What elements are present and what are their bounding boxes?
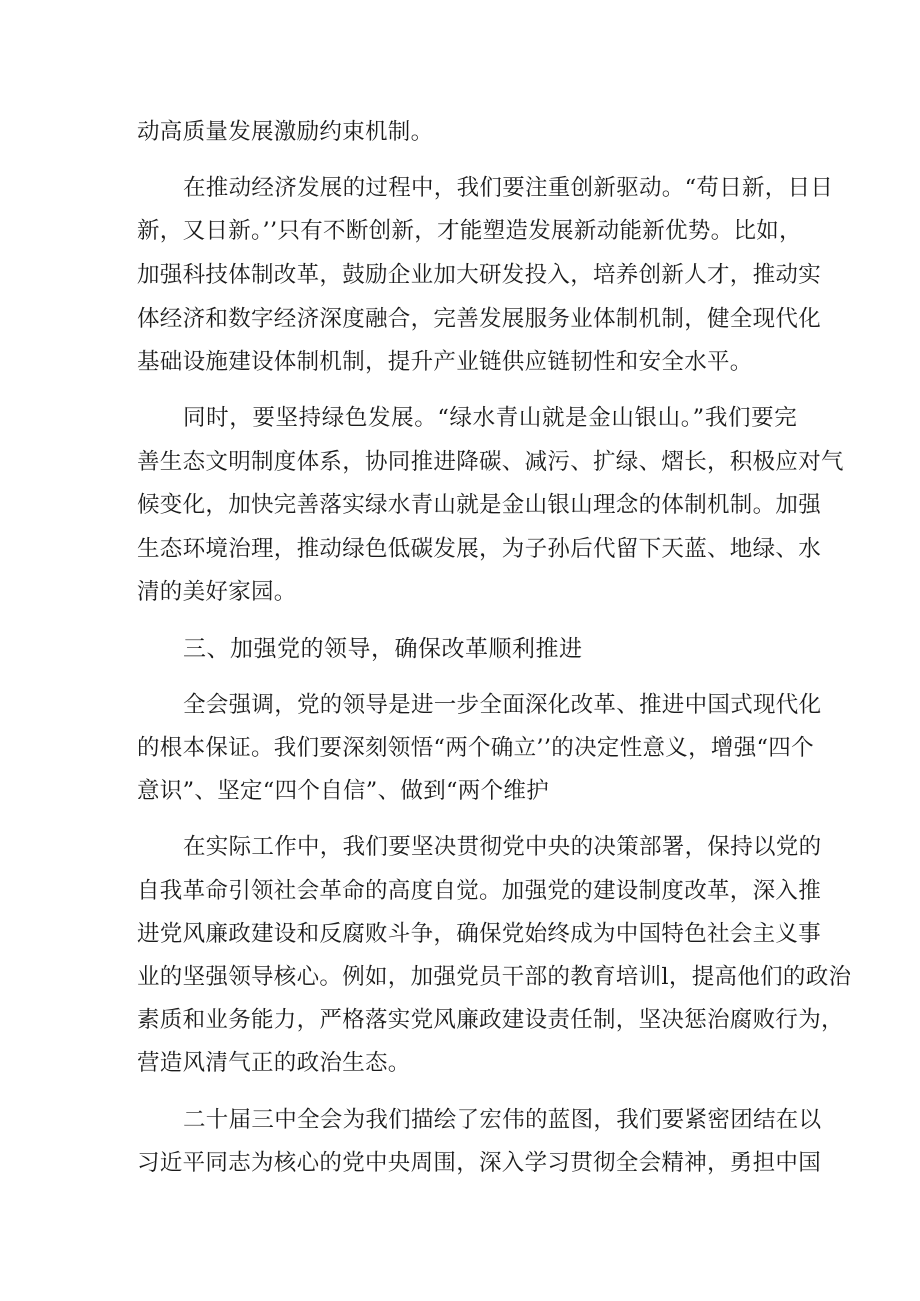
text-line: 习近平同志为核心的党中央周围，深入学习贯彻全会精神，勇担中国 bbox=[137, 1150, 822, 1176]
text-line: 的根本保证。我们要深刻领悟“两个确立’’的决定性意义，增强“四个 bbox=[137, 735, 814, 761]
text-line: 意识”、坚定“四个自信”、做到“两个维护 bbox=[137, 778, 550, 804]
section-heading: 三、加强党的领导，确保改革顺利推进 bbox=[183, 636, 583, 662]
text-line: 自我革命引领社会革命的高度自觉。加强党的建设制度改革，深入推 bbox=[137, 878, 822, 904]
text-line: 业的坚强领导核心。例如，加强党员干部的教育培训l，提高他们的政治 bbox=[137, 964, 852, 990]
text-line: 同时，要坚持绿色发展。“绿水青山就是金山银山。”我们要完 bbox=[183, 405, 797, 431]
text-line: 善生态文明制度体系，协同推进降碳、减污、扩绿、熠长，积极应对气 bbox=[137, 449, 844, 475]
text-line: 体经济和数字经济深度融合，完善发展服务业体制机制，健全现代化 bbox=[137, 306, 822, 332]
text-line: 进党风廉政建设和反腐败斗争，确保党始终成为中国特色社会主义事 bbox=[137, 921, 822, 947]
text-line: 基础设施建设体制机制，提升产业链供应链韧性和安全水平。 bbox=[137, 349, 753, 375]
text-line: 在实际工作中，我们要坚决贯彻党中央的决策部署，保持以党的 bbox=[183, 834, 822, 860]
text-line: 在推动经济发展的过程中，我们要注重创新驱动。“苟日新，日日 bbox=[183, 175, 834, 201]
text-line: 营造风清气正的政治生态。 bbox=[137, 1050, 411, 1076]
text-line: 全会强调，党的领导是进一步全面深化改革、推进中国式现代化 bbox=[183, 692, 822, 718]
text-line: 加强科技体制改革，鼓励企业加大研发投入，培养创新人才，推动实 bbox=[137, 262, 822, 288]
text-line: 清的美好家园。 bbox=[137, 579, 297, 605]
text-line: 动高质量发展激励约束机制。 bbox=[137, 119, 434, 145]
text-line: 生态环境治理，推动绿色低碳发展，为子孙后代留下天蓝、地绿、水 bbox=[137, 536, 822, 562]
text-line: 候变化，加快完善落实绿水青山就是金山银山理念的体制机制。加强 bbox=[137, 492, 822, 518]
text-line: 素质和业务能力，严格落实党风廉政建设责任制，坚决惩治腐败行为， bbox=[137, 1007, 844, 1033]
text-line: 二十届三中全会为我们描绘了宏伟的蓝图，我们要紧密团结在以 bbox=[183, 1107, 822, 1133]
text-line: 新，又日新。’’只有不断创新，才能塑造发展新动能新优势。比如， bbox=[137, 218, 802, 244]
